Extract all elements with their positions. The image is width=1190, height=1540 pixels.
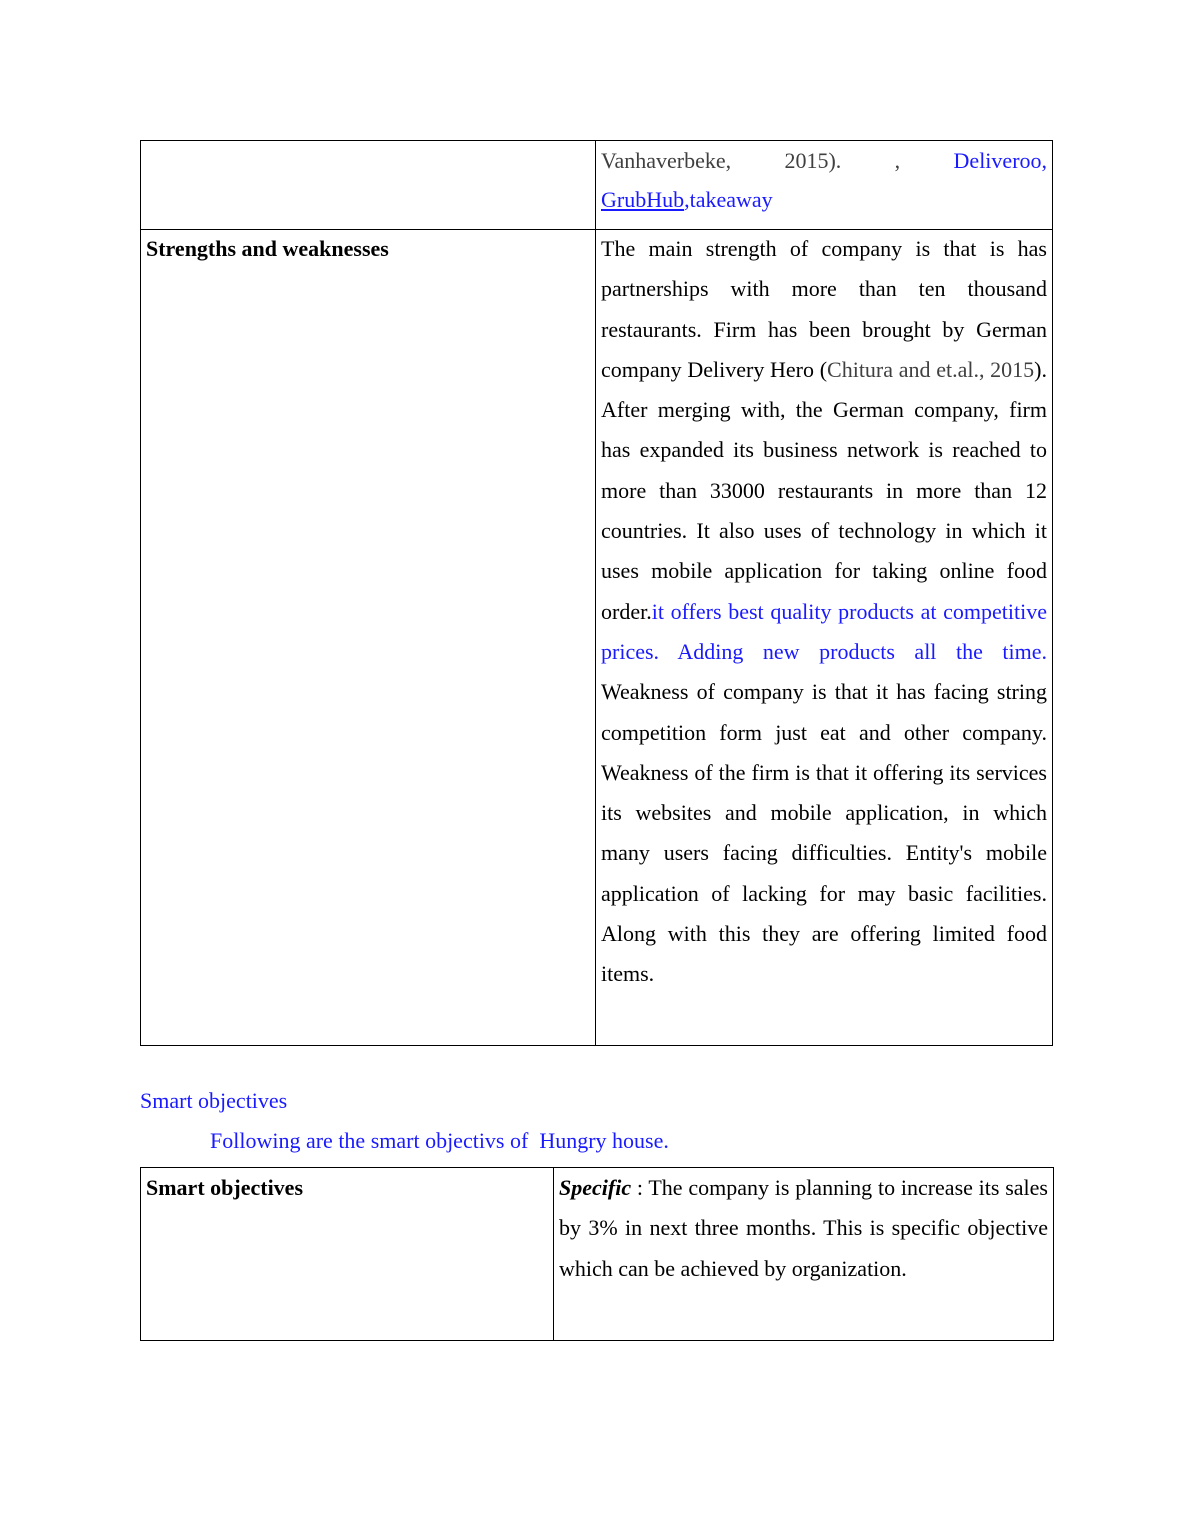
competitors-cell	[596, 141, 1053, 230]
specific-paragraph	[554, 1168, 1053, 1289]
label-cell	[141, 230, 596, 1046]
table-cell-empty	[141, 141, 596, 230]
table-row	[141, 1168, 1054, 1341]
separator-text: ,	[894, 148, 901, 173]
strength-text-a: The main strength of company is that is has partnerships with more than ten thousand restaurants. Firm has been brought by German company Delivery Hero (	[601, 236, 1047, 382]
table-row	[141, 230, 1053, 1046]
table-row	[141, 141, 1053, 230]
strengths-weaknesses-label: Strengths and weaknesses	[146, 236, 389, 261]
citation-text: Chitura and et.al., 2015	[827, 356, 1035, 382]
swot-table	[140, 140, 1053, 1046]
competitor-takeaway: ,takeaway	[684, 187, 773, 213]
competitor-deliveroo: Deliveroo,	[953, 148, 1048, 173]
grubhub-link[interactable]: GrubHub	[601, 187, 685, 213]
strengths-paragraph	[596, 229, 1052, 995]
section-intro: Following are the smart objectivs of Hungry house.	[210, 1128, 669, 1153]
description-cell	[596, 230, 1053, 1046]
weakness-text: Weakness of company is that it has facing string competition form just eat and other company. Weakness of the firm is that it offering its services its websites and mobile application, in which many users facing difficulties. Entity's mobile application of lacking for may basic facilities. Along with this they are offering limited food items.	[601, 679, 1047, 987]
smart-objectives-table	[140, 1167, 1054, 1341]
citation-text: Vanhaverbeke, 2015).	[601, 148, 842, 173]
specific-term: Specific	[559, 1175, 632, 1200]
strength-text-b: ). After merging with, the German company, firm has expanded its business network is reached to more than 33000 restaurants in more than 12 countries. It also uses of technology in which it uses mobile application for taking online food order.	[601, 356, 1047, 624]
strength-text-blue: it offers best quality products at competitive prices. Adding new products all the time.	[601, 598, 1047, 664]
specific-text: : The company is planning to increase its sales by 3% in next three months. This is specific objective which can be achieved by organization.	[559, 1175, 1048, 1281]
label-cell	[141, 1168, 554, 1341]
section-heading: Smart objectives	[140, 1088, 288, 1113]
smart-objectives-label: Smart objectives	[146, 1175, 304, 1200]
description-cell	[554, 1168, 1054, 1341]
